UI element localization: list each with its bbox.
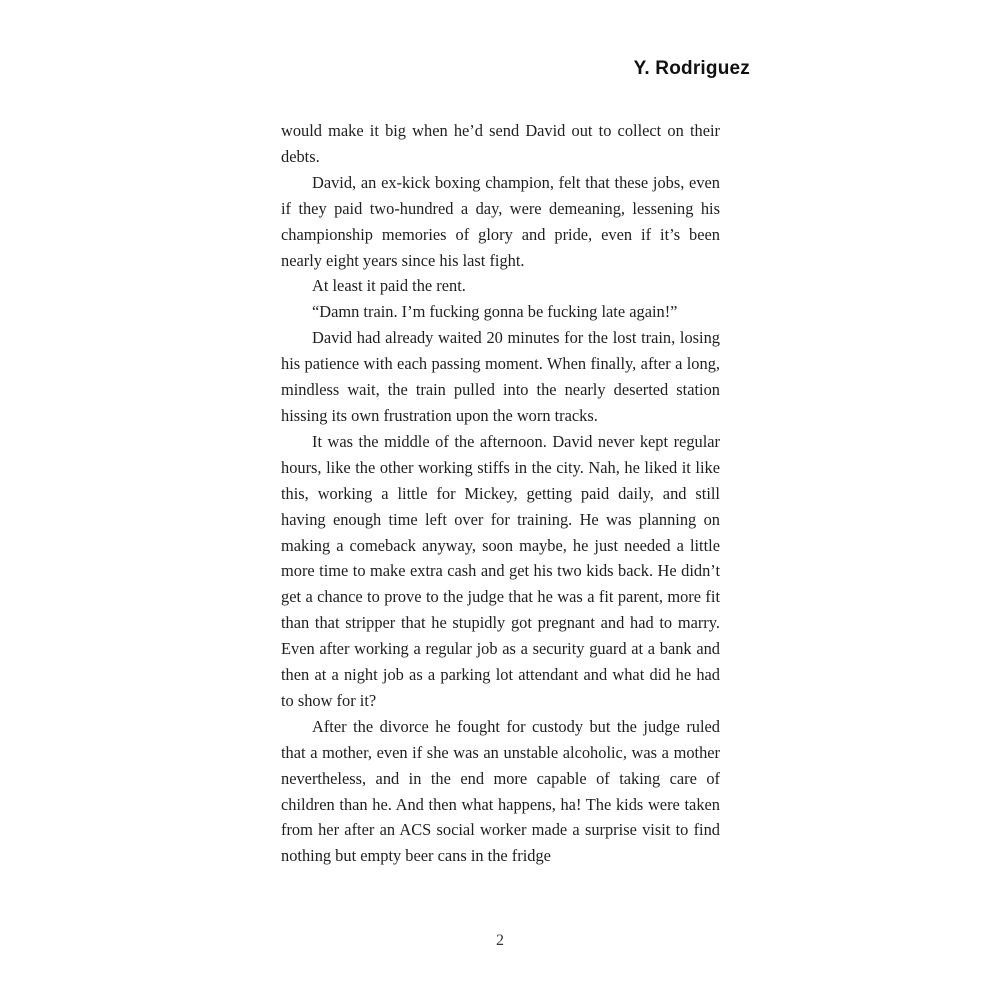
paragraph: David, an ex-kick boxing champion, felt that these jobs, even if they paid two-hundred a day, were demeaning, lessening his championship memories of glory and pride, even if it’s been nearly eight years since his last fight. xyxy=(281,172,720,270)
body-text xyxy=(281,118,720,869)
paragraph: After the divorce he fought for custody but the judge ruled that a mother, even if she was an unstable alcoholic, was a mother nevertheless, and in the end more capable of taking care of children than he. And then what happens, ha! The kids were taken from her after an ACS social worker made a surprise visit to find nothing but empty beer cans in the fridge xyxy=(281,716,720,866)
paragraph-dialogue: “Damn train. I’m fucking gonna be fucking late again!” xyxy=(312,302,678,322)
paragraph: It was the middle of the afternoon. David never kept regular hours, like the other working stiffs in the city. Nah, he liked it like this, working a little for Mickey, getting paid daily, and still having enough time left over for training. He was planning on making a comeback anyway, soon maybe, he just needed a little more time to make extra cash and get his two kids back. He didn’t get a chance to prove to the judge that he was a fit parent, more fit than that stripper that he stupidly got pregnant and had to marry. Even after working a regular job as a security guard at a bank and then at a night job as a parking lot attendant and what did he had to show for it? xyxy=(281,431,720,710)
page-number: 2 xyxy=(496,932,504,949)
paragraph: At least it paid the rent. xyxy=(312,276,466,296)
paragraph: David had already waited 20 minutes for the lost train, losing his patience with each passing moment. When finally, after a long, mindless wait, the train pulled into the nearly deserted station hissing its own frustration upon the worn tracks. xyxy=(281,328,720,425)
running-header-author: Y. Rodriguez xyxy=(633,58,750,79)
paragraph-continuation: would make it big when he’d send David out to collect on their debts. xyxy=(281,121,720,166)
